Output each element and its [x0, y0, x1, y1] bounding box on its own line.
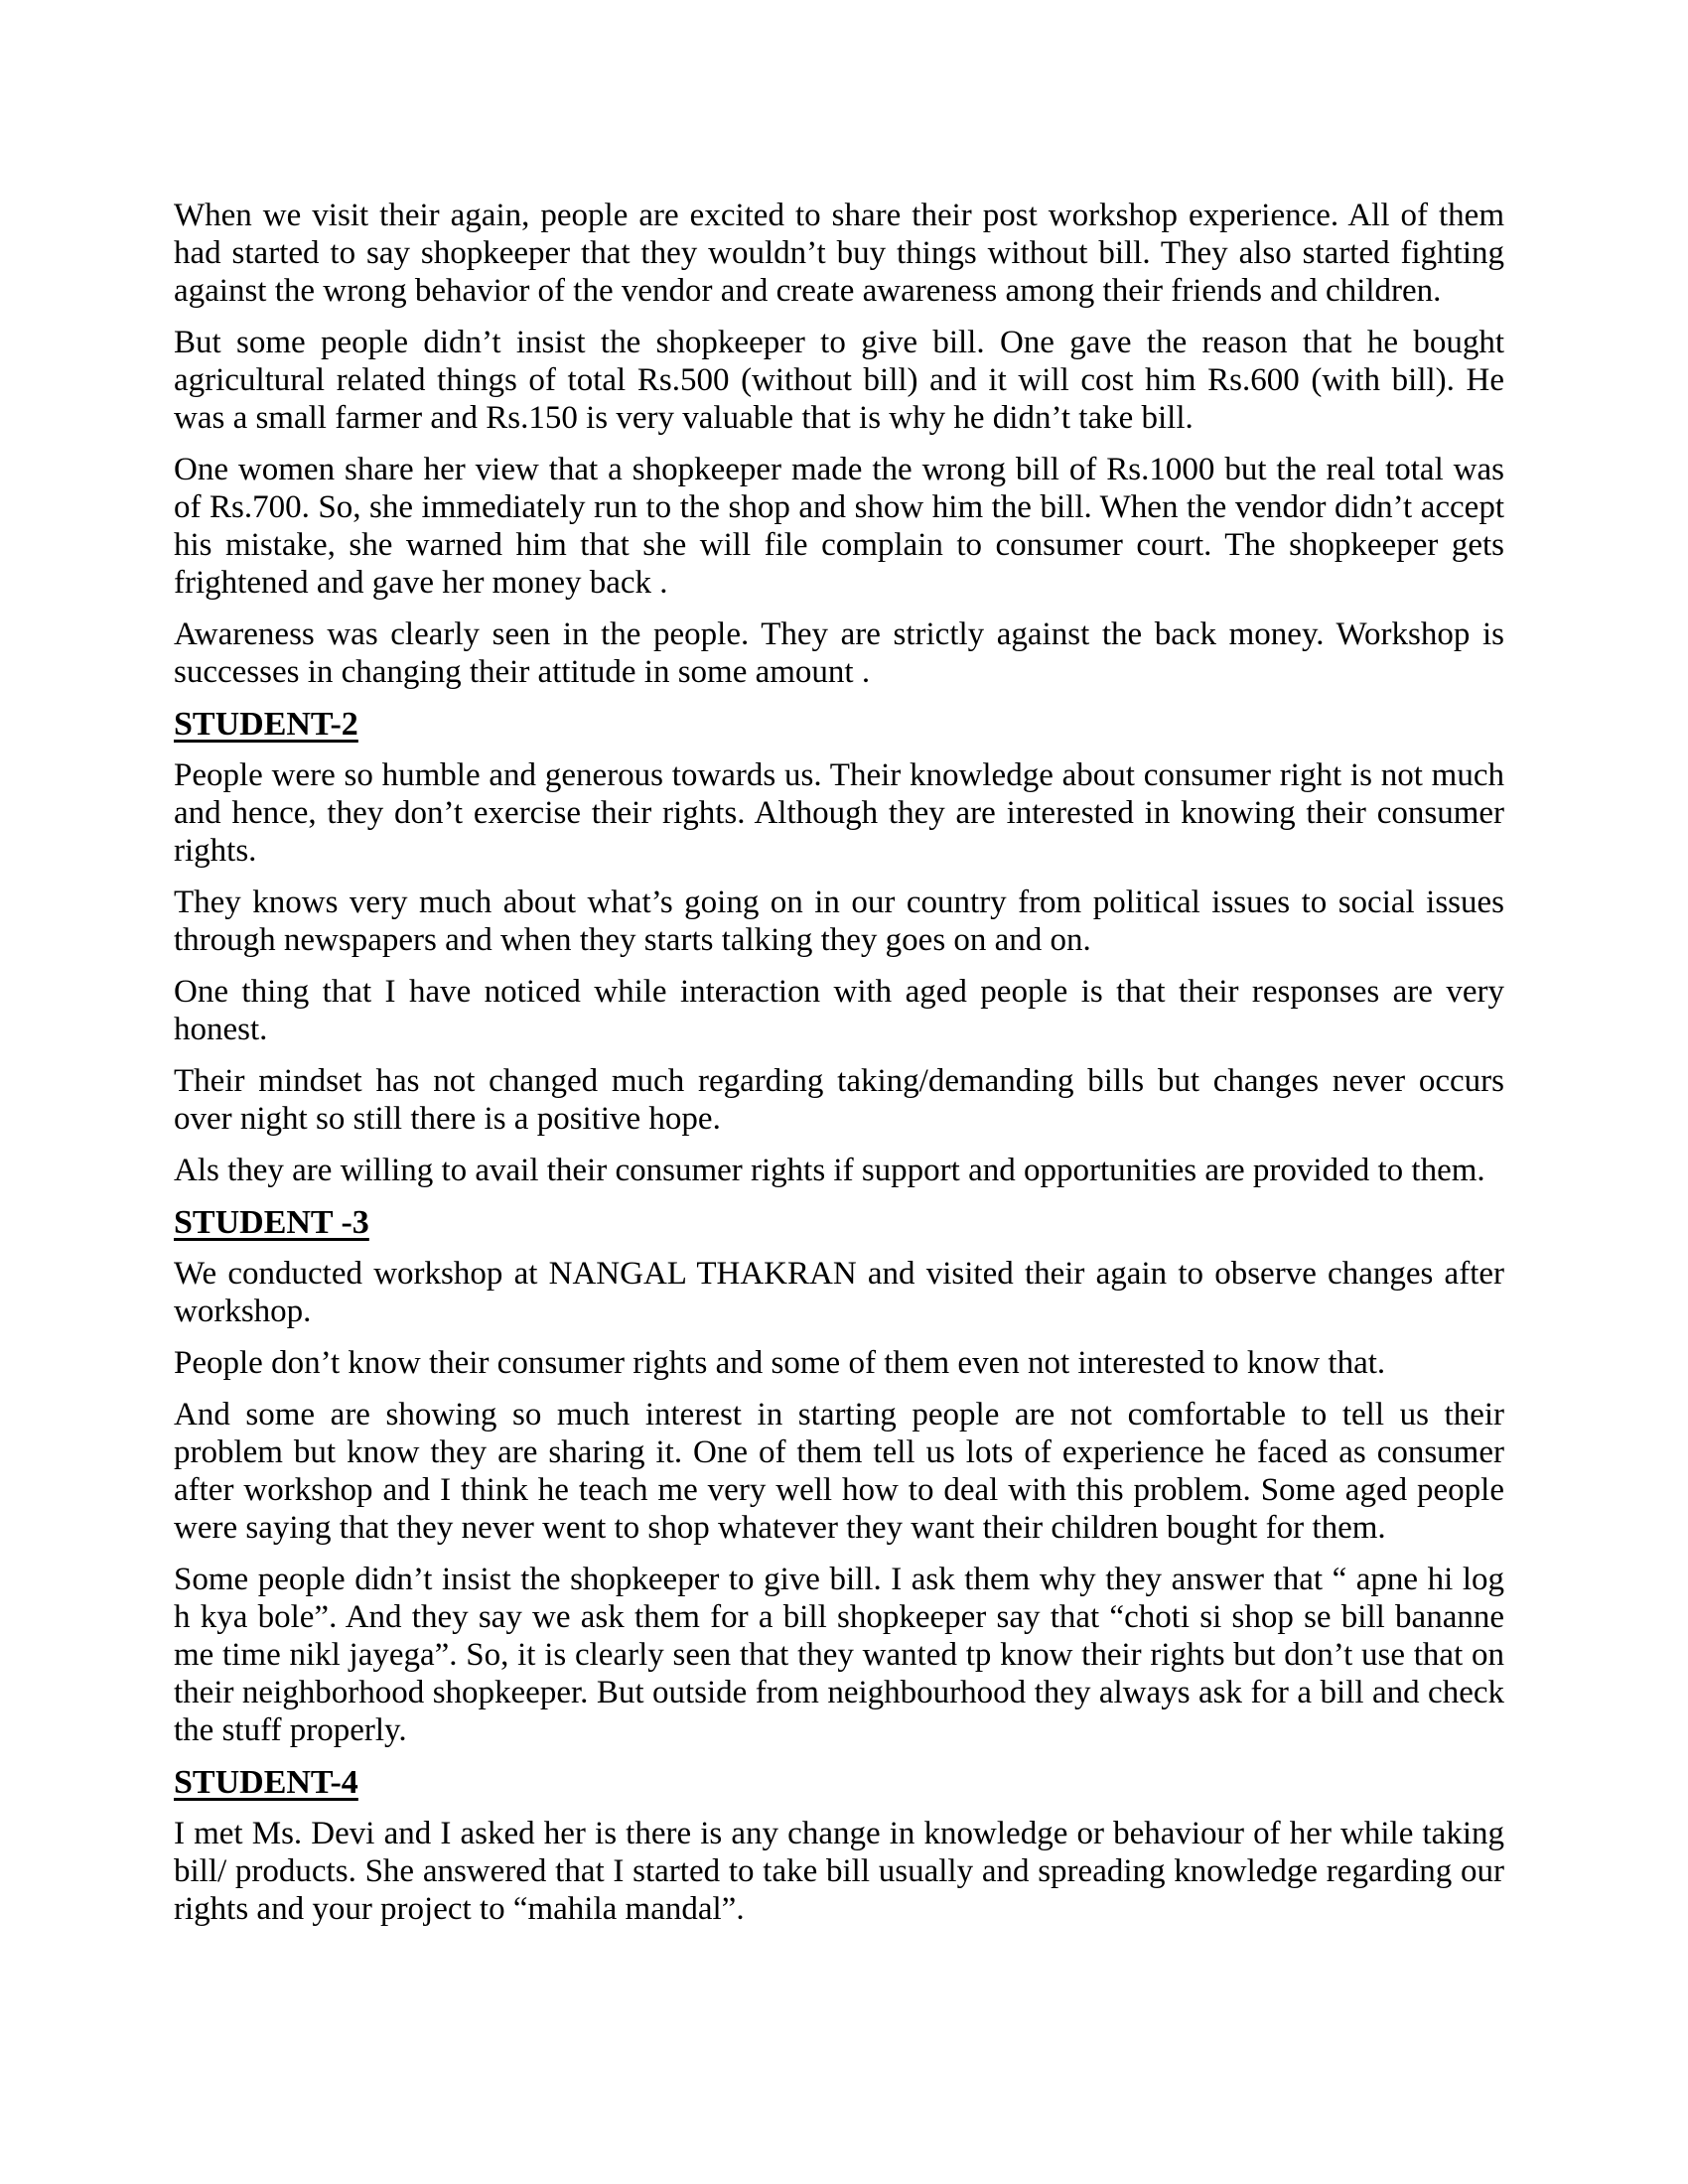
- body-paragraph: People don’t know their consumer rights and some of them even not interested to know that.: [174, 1345, 1386, 1381]
- document-body: [174, 197, 1504, 1942]
- section-heading: STUDENT-4: [174, 1764, 358, 1801]
- body-paragraph: And some are showing so much interest in starting people are not comfortable to tell us their problem but know they are sharing it. One of them tell us lots of experience he faced as consumer after workshop and I think he teach me very well how to deal with this problem. Some aged people were saying that they never went to shop whatever they want their children bought for them.: [174, 1397, 1504, 1546]
- section-heading: STUDENT -3: [174, 1204, 369, 1241]
- body-paragraph: One women share her view that a shopkeeper made the wrong bill of Rs.1000 but the real total was of Rs.700. So, she immediately run to the shop and show him the bill. When the vendor didn’t accept his mistake, she warned him that she will file complain to consumer court. The shopkeeper gets frightened and gave her money back .: [174, 452, 1504, 601]
- body-paragraph: We conducted workshop at NANGAL THAKRAN and visited their again to observe changes after workshop.: [174, 1256, 1504, 1329]
- body-paragraph: Awareness was clearly seen in the people. They are strictly against the back money. Workshop is successes in changing their attitude in some amount .: [174, 616, 1504, 690]
- body-paragraph: People were so humble and generous towards us. Their knowledge about consumer right is not much and hence, they don’t exercise their rights. Although they are interested in knowing their consumer rights.: [174, 757, 1504, 869]
- body-paragraph: Some people didn’t insist the shopkeeper to give bill. I ask them why they answer that “ apne hi log h kya bole”. And they say we ask them for a bill shopkeeper say that “choti si shop se bill bananne me time nikl jayega”. So, it is clearly seen that they wanted tp know their rights but don’t use that on their neighborhood shopkeeper. But outside from neighbourhood they always ask for a bill and check the stuff properly.: [174, 1562, 1504, 1748]
- body-paragraph: I met Ms. Devi and I asked her is there is any change in knowledge or behaviour of her while taking bill/ products. She answered that I started to take bill usually and spreading knowledge regarding our rights and your project to “mahila mandal”.: [174, 1816, 1504, 1927]
- body-paragraph: Als they are willing to avail their consumer rights if support and opportunities are provided to them.: [174, 1153, 1485, 1188]
- body-paragraph: When we visit their again, people are excited to share their post workshop experience. All of them had started to say shopkeeper that they wouldn’t buy things without bill. They also started fighting against the wrong behavior of the vendor and create awareness among their friends and children.: [174, 198, 1504, 309]
- body-paragraph: They knows very much about what’s going on in our country from political issues to social issues through newspapers and when they starts talking they goes on and on.: [174, 885, 1504, 958]
- section-heading: STUDENT-2: [174, 706, 358, 743]
- body-paragraph: One thing that I have noticed while interaction with aged people is that their responses are very honest.: [174, 974, 1504, 1047]
- body-paragraph: But some people didn’t insist the shopkeeper to give bill. One gave the reason that he bought agricultural related things of total Rs.500 (without bill) and it will cost him Rs.600 (with bill). He was a small farmer and Rs.150 is very valuable that is why he didn’t take bill.: [174, 325, 1504, 436]
- body-paragraph: Their mindset has not changed much regarding taking/demanding bills but changes never occurs over night so still there is a positive hope.: [174, 1063, 1504, 1137]
